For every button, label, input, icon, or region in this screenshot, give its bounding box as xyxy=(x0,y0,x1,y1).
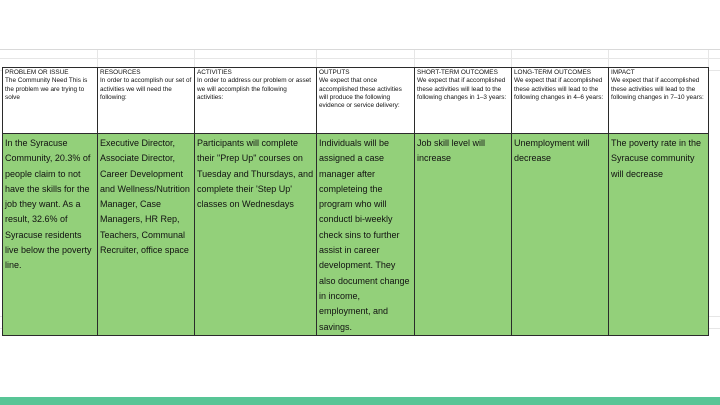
header-title: RESOURCES xyxy=(100,69,141,76)
header-cell-long-term-outcomes[interactable] xyxy=(512,68,609,134)
header-row xyxy=(3,68,709,134)
logic-model-table xyxy=(2,67,709,336)
cell-impact[interactable]: The poverty rate in the Syracuse community will decrease xyxy=(609,134,709,336)
header-cell-problem[interactable] xyxy=(3,68,98,134)
header-title: SHORT-TERM OUTCOMES xyxy=(417,69,498,76)
cell-short-term-outcomes[interactable]: Job skill level will increase xyxy=(415,134,512,336)
footer-accent-bar xyxy=(0,397,720,405)
header-cell-short-term-outcomes[interactable] xyxy=(415,68,512,134)
gridline xyxy=(0,58,720,59)
cell-resources[interactable]: Executive Director, Associate Director, Career Development and Wellness/Nutrition Manager, Case Managers, HR Rep, Teachers, Communal Recruiter, office space xyxy=(98,134,195,336)
header-description: In order to accomplish our set of activities we will need the following: xyxy=(100,77,192,101)
header-description: We expect that if accomplished these activities will lead to the following changes in 1–3 years: xyxy=(417,77,507,101)
header-cell-impact[interactable] xyxy=(609,68,709,134)
cell-outputs[interactable]: Individuals will be assigned a case manager after completeing the program who will conductl bi-weekly check sins to further assist in career development. They also document change in income, employment, and savings. xyxy=(317,134,415,336)
header-title: ACTIVITIES xyxy=(197,69,232,76)
header-title: PROBLEM OR ISSUE xyxy=(5,69,69,76)
header-description: We expect that if accomplished these activities will lead to the following changes in 7–10 years: xyxy=(611,77,704,101)
content-row xyxy=(3,134,709,336)
header-description: In order to address our problem or asset we will accomplish the following activities: xyxy=(197,77,312,101)
header-cell-activities[interactable] xyxy=(195,68,317,134)
header-cell-outputs[interactable] xyxy=(317,68,415,134)
header-description: We expect that once accomplished these activities will produce the following evidence or service delivery: xyxy=(319,77,402,110)
header-title: IMPACT xyxy=(611,69,635,76)
cell-activities[interactable]: Participants will complete their "Prep Up" courses on Tuesday and Thursdays, and complete their 'Step Up' classes on Wednesdays xyxy=(195,134,317,336)
header-title: OUTPUTS xyxy=(319,69,350,76)
header-title: LONG-TERM OUTCOMES xyxy=(514,69,592,76)
cell-problem[interactable]: In the Syracuse Community, 20.3% of people claim to not have the skills for the job they want. As a result, 32.6% of Syracuse residents live below the poverty line. xyxy=(3,134,98,336)
header-description: We expect that if accomplished these activities will lead to the following changes in 4–6 years: xyxy=(514,77,604,101)
header-cell-resources[interactable] xyxy=(98,68,195,134)
header-description: The Community Need This is the problem we are trying to solve xyxy=(5,77,88,101)
cell-long-term-outcomes[interactable]: Unemployment will decrease xyxy=(512,134,609,336)
